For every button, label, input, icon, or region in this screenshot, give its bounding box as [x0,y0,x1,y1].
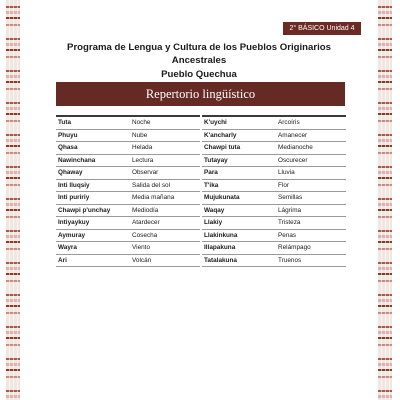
table-row [202,192,346,205]
spanish-translation: Noche [132,119,151,127]
table-row [56,117,200,130]
table-row [56,192,200,205]
spanish-translation: Lágrima [278,206,302,214]
quechua-word: Qhaway [58,169,83,177]
quechua-word: Inti lluqsiy [58,181,90,189]
table-row [56,155,200,168]
quechua-word: Wayra [58,244,77,252]
quechua-word: Qhasa [58,144,78,152]
table-row [202,142,346,155]
decorative-border-right [378,0,392,400]
program-title: Programa de Lengua y Cultura de los Pueblos Originarios Ancestrales [67,42,331,66]
spanish-translation: Cosecha [132,231,158,239]
quechua-word: Chawpi tuta [204,144,241,152]
quechua-word: T'ika [204,181,219,189]
table-row [202,180,346,193]
quechua-word: Tutayay [204,156,228,164]
quechua-word: Aymuray [58,231,86,239]
section-header: Repertorio lingüístico [56,82,345,106]
spanish-translation: Tristeza [278,219,301,227]
table-row [56,142,200,155]
spanish-translation: Arcoíris [278,119,300,127]
spanish-translation: Medianoche [278,144,313,152]
table-row [202,217,346,230]
spanish-translation: Media mañana [132,194,175,202]
table-row [202,242,346,255]
quechua-word: K'uychi [204,119,227,127]
table-row [56,217,200,230]
spanish-translation: Penas [278,231,297,239]
table-row [56,242,200,255]
quechua-word: Phuyu [58,131,78,139]
quechua-word: Intiyaykuy [58,219,90,227]
page-title [40,41,358,81]
table-row [56,130,200,143]
table-row [202,205,346,218]
vocabulary-table-right [202,115,346,267]
decorative-border-left [6,0,20,400]
quechua-word: Para [204,169,218,177]
table-row [202,230,346,243]
spanish-translation: Nube [132,131,148,139]
spanish-translation: Volcán [132,256,152,264]
quechua-word: Illapakuna [204,244,236,252]
table-row [202,117,346,130]
quechua-word: Llakinkuna [204,231,238,239]
table-row [202,255,346,268]
spanish-translation: Atardecer [132,219,160,227]
quechua-word: Ari [58,256,67,264]
table-row [202,155,346,168]
table-row [56,230,200,243]
spanish-translation: Mediodía [132,206,159,214]
spanish-translation: Observar [132,169,159,177]
table-row [56,255,200,268]
spanish-translation: Lectura [132,156,154,164]
quechua-word: Tuta [58,119,72,127]
quechua-word: K'ancharly [204,131,237,139]
quechua-word: Ñawinchana [58,156,96,164]
spanish-translation: Relámpago [278,244,311,252]
quechua-word: Llakiy [204,219,223,227]
spanish-translation: Truenos [278,256,302,264]
people-title: Pueblo Quechua [161,69,237,80]
spanish-translation: Oscurecer [278,156,308,164]
spanish-translation: Viento [132,244,151,252]
quechua-word: Waqay [204,206,225,214]
spanish-translation: Semillas [278,194,303,202]
spanish-translation: Lluvia [278,169,295,177]
table-row [202,130,346,143]
quechua-word: Tatalakuna [204,256,237,264]
spanish-translation: Flor [278,181,290,189]
vocabulary-table-left [56,115,200,267]
table-row [56,180,200,193]
spanish-translation: Salida del sol [132,181,171,189]
quechua-word: Mujukunata [204,194,240,202]
grade-unit-badge: 2° BÁSICO Unidad 4 [283,22,361,35]
quechua-word: Inti puririy [58,194,90,202]
table-row [56,167,200,180]
spanish-translation: Helada [132,144,153,152]
quechua-word: Chawpi p'unchay [58,206,111,214]
spanish-translation: Amanecer [278,131,308,139]
table-row [202,167,346,180]
table-row [56,205,200,218]
